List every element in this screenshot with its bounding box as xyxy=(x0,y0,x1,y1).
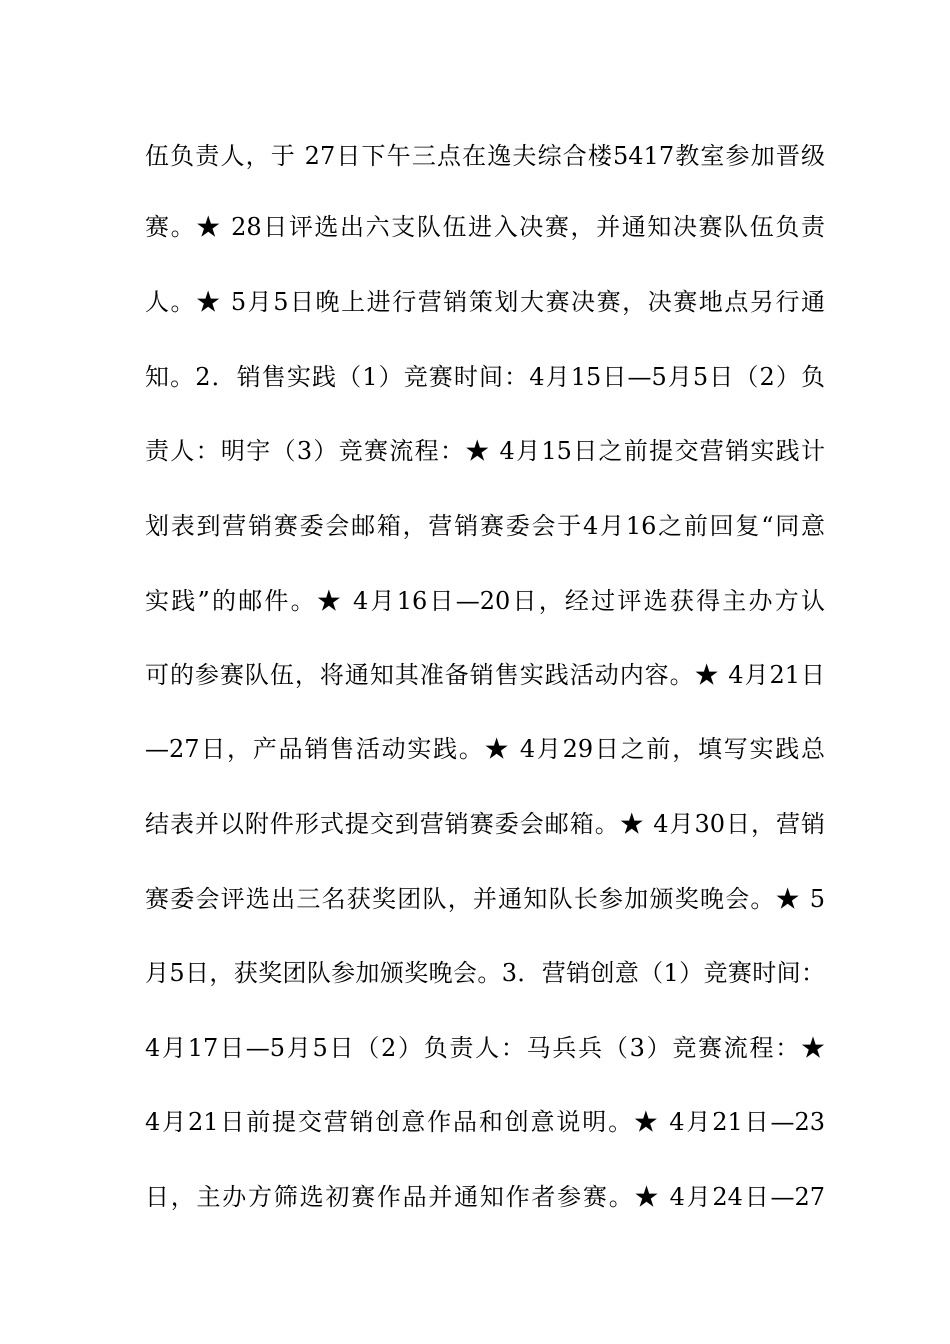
text-line: 责人：明宇（3）竞赛流程：★ 4月15日之前提交营销实践计 xyxy=(145,437,825,465)
text-line: 可的参赛队伍，将通知其准备销售实践活动内容。★ 4月21日 xyxy=(145,661,825,689)
text-line: 知。2．销售实践（1）竞赛时间：4月15日—5月5日（2）负 xyxy=(145,363,825,391)
text-line: 赛。★ 28日评选出六支队伍进入决赛，并通知决赛队伍负责 xyxy=(145,213,825,241)
text-line: 人。★ 5月5日晚上进行营销策划大赛决赛，决赛地点另行通 xyxy=(145,288,825,316)
text-line: 月5日，获奖团队参加颁奖晚会。3．营销创意（1）竞赛时间： xyxy=(145,959,825,987)
text-line: 结表并以附件形式提交到营销赛委会邮箱。★ 4月30日，营销 xyxy=(145,810,825,838)
text-line: 日，主办方筛选初赛作品并通知作者参赛。★ 4月24日—27 xyxy=(145,1183,825,1211)
text-line: 划表到营销赛委会邮箱，营销赛委会于4月16之前回复“同意 xyxy=(145,512,825,540)
text-line: 4月17日—5月5日（2）负责人：马兵兵（3）竞赛流程：★ xyxy=(145,1034,825,1062)
text-line: 赛委会评选出三名获奖团队，并通知队长参加颁奖晚会。★ 5 xyxy=(145,885,825,913)
text-line: 实践”的邮件。★ 4月16日—20日，经过评选获得主办方认 xyxy=(145,587,825,615)
text-line: —27日，产品销售活动实践。★ 4月29日之前，填写实践总 xyxy=(145,735,825,763)
text-line: 伍负责人，于 27日下午三点在逸夫综合楼5417教室参加晋级 xyxy=(145,142,825,170)
text-line: 4月21日前提交营销创意作品和创意说明。★ 4月21日—23 xyxy=(145,1108,825,1136)
